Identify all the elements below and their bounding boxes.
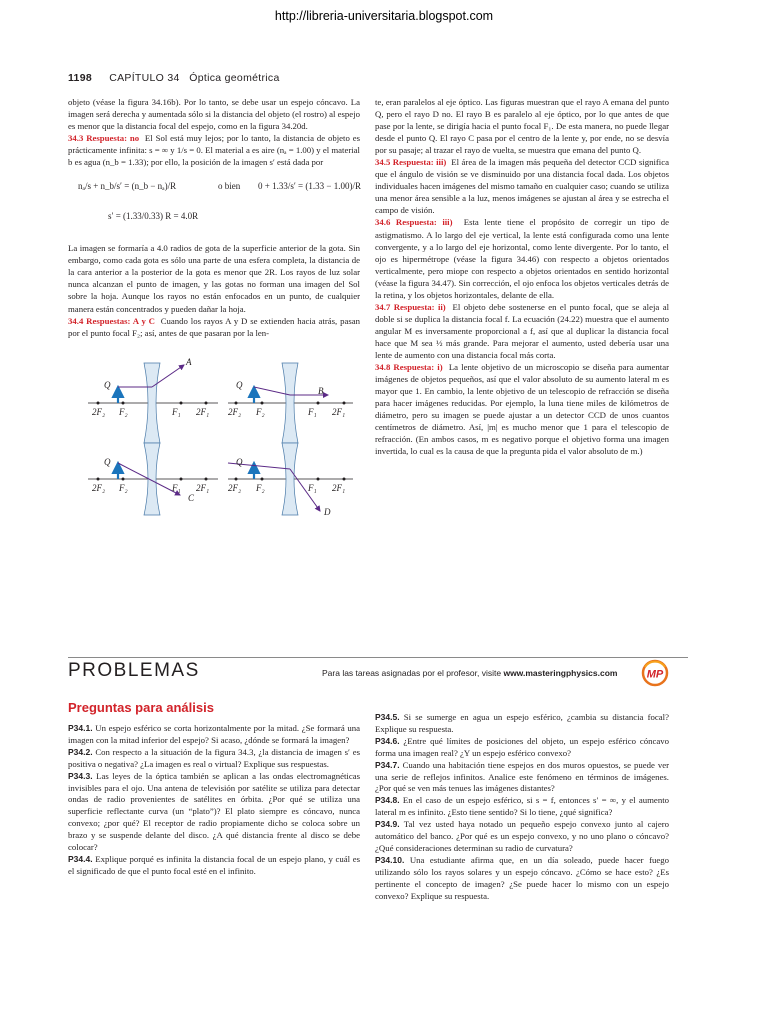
problems-note-text: Para las tareas asignadas por el profesor, visite [322,668,502,678]
problem-item [375,795,669,819]
answer-label: 34.3 Respuesta: no [68,133,140,144]
problem-number: P34.3. [68,770,93,781]
left-column [68,96,360,518]
equation-or: o bien [218,181,241,192]
problem-text: Una estudiante afirma que, en un día soleado, puede hacer fuego utilizando sólo los rayos solares y un espejo cóncavo. ¿Cómo se hace esto? ¿Es pertinente el concepto de imagen? ¿Se puede hacer lo mismo con un espejo convexo? Explique su respuesta. [375,854,670,901]
problem-text: Si se sumerge en agua un espejo esférico, ¿cambia su distancia focal? Explique su respuesta. [375,712,669,734]
section-heading: Preguntas para análisis [68,700,214,715]
answer-text: El objeto debe sostenerse en el punto focal, que se aleja al doble si se duplica la distancia focal f. La ecuación (24.22) muestra que el aumento angular M es inversamente proporcional a f, así que al duplicar la distancia focal hace que M sea ½ más grande. Para mejorar el aumento, usted debería usar una lente de aumento con una distancia focal más corta. [375,301,670,360]
answer-34-4 [68,315,360,339]
problem-item [375,736,669,760]
answer-text: La lente objetivo de un microscopio se diseña para aumentar imágenes de objetos pequeños, así que el valor absoluto de su aumento lateral m es mayor que 1. En cambio, la lente objetivo de un telescopio de refracción se diseña para hacer imágenes reducidas. Por ejemplo, la luna tiene miles de kilómetros de diámetro, pero su imagen se puede ajustar a un detector CCD de unos cuantos centímetros de diámetro. Así, |m| es mucho menor que 1 para el telescopio de refracción. (En ambos casos, m es negativo porque el objetivo forma una imagen invertida, lo cual es la causa de que la pregunta pida el valor absoluto de m.) [375,362,669,457]
page-number: 1198 [68,72,92,84]
label-2f1: 2F₁ [332,406,346,417]
problem-item [68,747,360,771]
answer-text: Esta lente tiene el propósito de corregir un tipo de astigmatismo. A lo largo del eje vertical, la lente está configurada como una lente convergente, y a lo largo del eje horizontal, como lente divergente. Por lo tanto, el ojo es hipermétrope (véase la figura 34.46) con respecto a objetos orientados verticalmente, pero miope con respecto a objetos orientados en sentido horizontal (véase la figura 34.47). Sin corrección, el ojo enfoca los objetos verticales detrás de la retina, y los objetos horizontales, delante de ella. [375,217,670,300]
answer-34-6 [375,216,669,300]
answer-label: 34.6 Respuesta: iii) [375,217,453,228]
problem-item [375,712,669,736]
problem-number: P34.6. [375,735,400,746]
answer-34-8 [375,361,669,457]
label-2f2: 2F₂ [228,406,242,417]
problem-item [68,723,360,747]
problem-text: Las leyes de la óptica también se aplican a las ondas electromagnéticas invisibles para el ojo. Una antena de televisión por satélite se utiliza para detectar ondas de radio provenientes de satélites en órbita. ¿Por qué se utiliza una superficie reflectante curva (un “plato”)? El plato siempre es cóncavo, nunca convexo; ¿por qué? El receptor de radio propiamente dicho se coloca sobre un brazo y se suspende delante del disco. ¿A qué distancia frente al disco se debe colocar? [68,770,360,853]
mastering-link[interactable]: www.masteringphysics.com [503,668,618,678]
problem-item [68,854,360,878]
label-f2: F₂ [256,482,265,493]
problem-item [375,855,669,903]
problem-number: P34.5. [375,712,400,722]
problem-number: P34.4. [68,853,93,864]
problems-right-column [375,712,669,903]
answer-label: 34.4 Respuestas: A y C [68,315,155,326]
chapter-label: CAPÍTULO 34 [109,72,180,84]
right-column [375,96,669,457]
masteringphysics-logo-icon [640,659,670,687]
label-q: Q [236,456,243,467]
label-f1: F₁ [308,482,317,493]
equation-block [68,176,360,232]
problem-number: P34.9. [375,819,400,830]
label-q: Q [236,379,243,390]
problem-number: P34.8. [375,795,400,806]
label-d: D [324,506,331,517]
answer-text: Cuando los rayos A y D se extienden hacia atrás, pasan por el punto focal F₂; así, antes de que pasaran por la len- [68,315,360,338]
problem-text: Un espejo esférico se corta horizontalmente por la mitad. ¿Se formará una imagen con la mitad inferior del espejo? Si acaso, ¿dónde se formará la imagen? [68,723,361,745]
label-b: B [318,385,324,396]
diagram-panel-c [88,443,218,515]
label-f1: F₁ [172,482,181,493]
equation-3: s′ = (1.33/0.33) R = 4.0R [108,211,199,222]
label-a: A [186,356,192,367]
answer-34-3-cont: La imagen se formaría a 4.0 radios de gota de la superficie anterior de la gota. Sin embargo, como cada gota es sólo una parte de una esfera completa, la distancia de la cara anterior a la posterior de la gota es menor que 2R. Los rayos de luz solar nunca alcanzan el punto de imagen, y las gotas no forman una imagen del Sol sobre la hoja. Aunque los rayos no están enfocados en un punto, de cualquier manera están concentrados y pueden dañar la hoja. [68,243,360,314]
label-q: Q [104,456,111,467]
problem-item [375,760,669,796]
answer-34-7 [375,301,669,361]
problem-number: P34.10. [375,854,405,865]
top-url[interactable]: http://libreria-universitaria.blogspot.com [274,9,494,23]
diagram-panel-d [228,443,353,515]
problem-item [375,819,669,855]
label-2f2: 2F₂ [92,482,106,493]
problem-text: ¿Entre qué límites de posiciones del objeto, un espejo esférico cóncavo forma una imagen real? ¿Y un espejo esférico convexo? [375,735,669,758]
answer-continuation: objeto (véase la figura 34.16b). Por lo tanto, se debe usar un espejo cóncavo. La imagen será derecha y aumentada sólo si la distancia del objeto (el rostro) al espejo es menor que la distancia focal del espejo, como en la figura 34.20d. [68,97,360,132]
problems-title: PROBLEMAS [68,660,200,681]
label-f2: F₂ [256,406,265,417]
label-c: C [188,492,195,503]
answer-34-5 [375,156,669,216]
problem-text: Cuando una habitación tiene espejos en dos muros opuestos, se puede ver una serie de reflejos infinitos. Analice este fenómeno en términos de imágenes. ¿Por qué se ven más tenues las imágenes distantes? [375,759,670,794]
label-q: Q [104,379,111,390]
answer-label: 34.7 Respuesta: ii) [375,301,446,312]
label-2f2: 2F₂ [228,482,242,493]
label-2f1: 2F₁ [332,482,346,493]
diagram-panel-a [88,363,218,443]
equation-2: 0 + 1.33/s′ = (1.33 − 1.00)/R [258,181,361,192]
problem-number: P34.2. [68,746,93,757]
section-divider [68,657,688,658]
problems-note [322,668,617,678]
equation-1: nₐ/s + n_b/s′ = (n_b − nₐ)/R [78,181,177,192]
chapter-title: Óptica geométrica [189,72,280,84]
label-f2: F₂ [119,482,128,493]
problem-number: P34.7. [375,759,400,770]
answer-text: El Sol está muy lejos; por lo tanto, la distancia de objeto es prácticamente infinita: s = ∞ y 1/s = 0. El material a es aire (nₐ = 1.00) y el material b es agua (n_b = 1.33); por ello, la posición de la imagen s′ está dada por [68,133,361,168]
problem-text: Explique porqué es infinita la distancia focal de un espejo plano, y cuál es el significado de que el punto focal esté en el infinito. [68,853,361,876]
answer-label: 34.5 Respuesta: iii) [375,157,447,168]
problem-text: En el caso de un espejo esférico, si s = f, entonces s′ = ∞, y el aumento lateral m es infinito. ¿Esto tiene sentido? Si lo tiene, ¿qué significa? [375,795,669,818]
label-f2: F₂ [119,406,128,417]
label-2f1: 2F₁ [196,406,210,417]
lens-ray-diagrams [68,343,360,518]
logo-text: MP [646,668,664,681]
ray-diagram-figure [68,343,360,518]
problems-left-column [68,723,360,878]
label-f1: F₁ [172,406,181,417]
page-header [68,72,280,84]
label-2f1: 2F₁ [196,482,210,493]
answer-34-4-cont: te, eran paralelos al eje óptico. Las figuras muestran que el rayo A emana del punto Q, pero el rayo D no. El rayo B es paralelo al eje óptico, por lo que antes de que pase por la lente, se dirigía hacia el punto focal F₁. De esta manera, no puede llegar desde el punto Q. El rayo C pasa por el centro de la lente y, por ende, no se desvía por su pasaje; al trazar el rayo de vuelta, se muestra que emana del punto Q. [375,97,669,156]
answer-label: 34.8 Respuesta: i) [375,362,443,373]
label-2f2: 2F₂ [92,406,106,417]
problem-text: Tal vez usted haya notado un pequeño espejo convexo junto al cajero automático del banco. ¿Por qué es un espejo convexo, y no uno plano o cóncavo? ¿Qué consideraciones determinan su radio de curvatura? [375,819,669,853]
answer-text: El área de la imagen más pequeña del detector CCD significa que el ángulo de visión se ve disminuido por una distancia focal dada. Los objetos individuales hacen imágenes del mismo tamaño en cualquier caso; cuando se utiliza una menor área sensible a la luz, menos imágenes se ajustan al área y se estrecha el campo de visión. [375,157,670,216]
diagram-panel-b [228,363,353,443]
problem-text: Con respecto a la situación de la figura 34.3, ¿la distancia de imagen s′ es positiva o negativa? ¿La imagen es real o virtual? Explique sus respuestas. [68,746,360,769]
problem-number: P34.1. [68,723,93,733]
problem-item [68,771,360,854]
label-f1: F₁ [308,406,317,417]
answer-34-3 [68,132,360,168]
